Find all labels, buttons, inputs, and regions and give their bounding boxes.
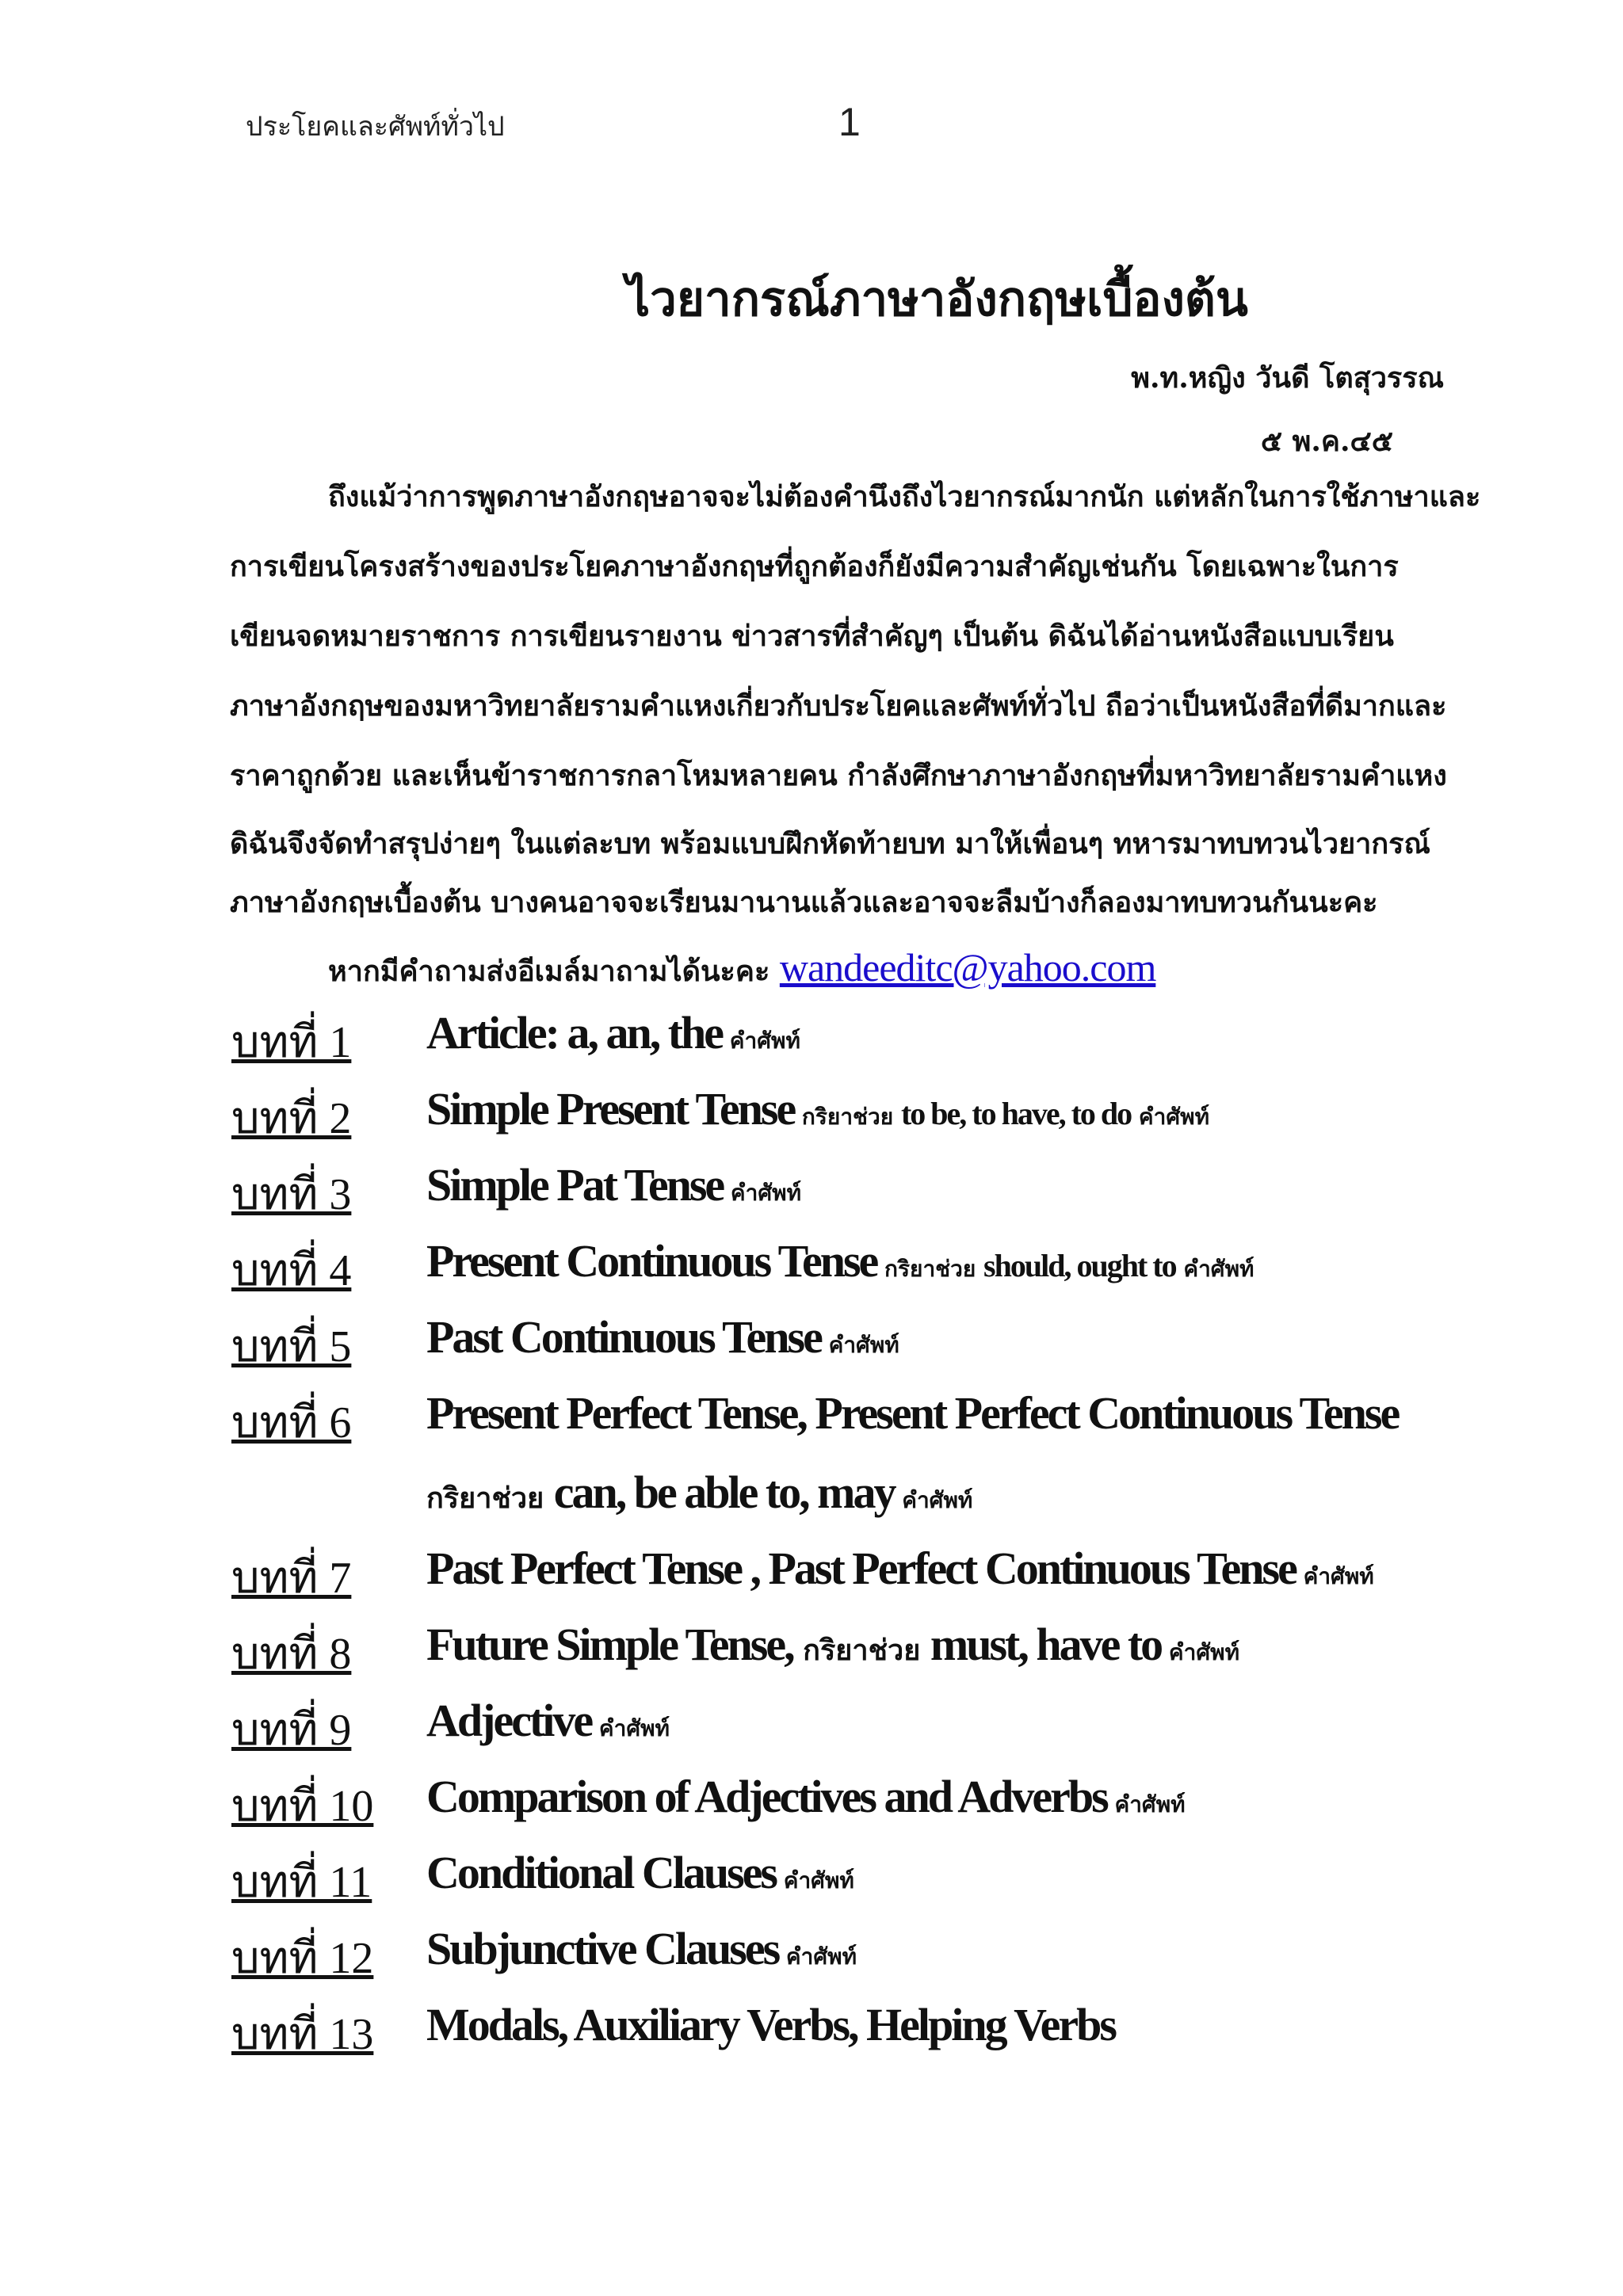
- paragraph-line: ราคาถูกด้วย และเห็นข้าราชการกลาโหมหลายคน กำลังศึกษาภาษาอังกฤษที่มหาวิทยาลัยรามคำแหง: [230, 759, 1447, 792]
- lesson-number[interactable]: บทที่ 6: [231, 1398, 352, 1447]
- paragraph-line: ดิฉันจึงจัดทำสรุปง่ายๆ ในแต่ละบท พร้อมแบบฝึกหัดท้ายบท มาให้เพื่อนๆ ทหารมาทบทวนไวยากรณ์: [230, 827, 1430, 860]
- lesson-topic: Conditional Clauses คำศัพท์: [426, 1847, 854, 1898]
- lesson-topic: Modals, Auxiliary Verbs, Helping Verbs: [426, 1999, 1115, 2050]
- email-link[interactable]: wandeeditc@yahoo.com: [779, 945, 1156, 990]
- document-date: ๕ พ.ค.๔๕: [1260, 425, 1393, 458]
- lesson-continuation: กริยาช่วย can, be able to, may คำศัพท์: [426, 1466, 973, 1518]
- lesson-topic: Adjective คำศัพท์: [426, 1695, 670, 1746]
- lesson-topic: Present Perfect Tense, Present Perfect Continuous Tense: [426, 1387, 1399, 1439]
- lesson-number[interactable]: บทที่ 10: [231, 1782, 374, 1831]
- lesson-topic: Simple Pat Tense คำศัพท์: [426, 1159, 802, 1211]
- paragraph-line: การเขียนโครงสร้างของประโยคภาษาอังกฤษที่ถูกต้องก็ยังมีความสำคัญเช่นกัน โดยเฉพาะในการ: [230, 550, 1399, 583]
- running-header-title: ประโยคและศัพท์ทั่วไป: [246, 111, 505, 143]
- lesson-topic: Present Continuous Tense กริยาช่วย should, ought to คำศัพท์: [426, 1235, 1254, 1287]
- lesson-topic: Comparison of Adjectives and Adverbs คำศัพท์: [426, 1771, 1186, 1822]
- lesson-topic: Simple Present Tense กริยาช่วย to be, to have, to do คำศัพท์: [426, 1083, 1210, 1135]
- lesson-number[interactable]: บทที่ 4: [231, 1246, 352, 1295]
- document-title: ไวยากรณ์ภาษาอังกฤษเบื้องต้น: [626, 272, 1248, 327]
- lesson-topic: Subjunctive Clauses คำศัพท์: [426, 1923, 857, 1974]
- lesson-number[interactable]: บทที่ 2: [231, 1094, 352, 1143]
- lesson-number[interactable]: บทที่ 5: [231, 1322, 352, 1371]
- lesson-topic: Future Simple Tense, กริยาช่วย must, have to คำศัพท์: [426, 1619, 1240, 1670]
- paragraph-line: ภาษาอังกฤษเบื้องต้น บางคนอาจจะเรียนมานานแล้วและอาจจะลืมบ้างก็ลองมาทบทวนกันนะคะ: [230, 886, 1378, 919]
- paragraph-line: ภาษาอังกฤษของมหาวิทยาลัยรามคำแหงเกี่ยวกับประโยคและศัพท์ทั่วไป ถือว่าเป็นหนังสือที่ดีมากและ: [230, 689, 1447, 723]
- lesson-topic: Past Perfect Tense , Past Perfect Continuous Tense คำศัพท์: [426, 1543, 1374, 1594]
- lesson-number[interactable]: บทที่ 12: [231, 1934, 374, 1983]
- lesson-topic: Article: a, an, the คำศัพท์: [426, 1007, 800, 1058]
- lesson-topic: Past Continuous Tense คำศัพท์: [426, 1311, 899, 1363]
- paragraph-line: เขียนจดหมายราชการ การเขียนรายงาน ข่าวสารที่สำคัญๆ เป็นต้น ดิฉันได้อ่านหนังสือแบบเรียน: [230, 620, 1394, 653]
- paragraph-line: ถึงแม้ว่าการพูดภาษาอังกฤษอาจจะไม่ต้องคำนึงถึงไวยากรณ์มากนัก แต่หลักในการใช้ภาษาและ: [328, 480, 1481, 513]
- lesson-number[interactable]: บทที่ 7: [231, 1554, 352, 1603]
- lesson-number[interactable]: บทที่ 8: [231, 1630, 352, 1679]
- lesson-number[interactable]: บทที่ 13: [231, 2010, 374, 2059]
- lesson-number[interactable]: บทที่ 9: [231, 1706, 352, 1755]
- contact-text: หากมีคำถามส่งอีเมล์มาถามได้นะคะ: [328, 955, 780, 988]
- lesson-number[interactable]: บทที่ 1: [231, 1018, 352, 1067]
- lesson-number[interactable]: บทที่ 3: [231, 1170, 352, 1219]
- page-number: 1: [838, 100, 861, 144]
- contact-line: [328, 944, 1155, 994]
- lesson-number[interactable]: บทที่ 11: [231, 1858, 372, 1907]
- author-name: พ.ท.หญิง วันดี โตสุวรรณ: [1131, 361, 1444, 395]
